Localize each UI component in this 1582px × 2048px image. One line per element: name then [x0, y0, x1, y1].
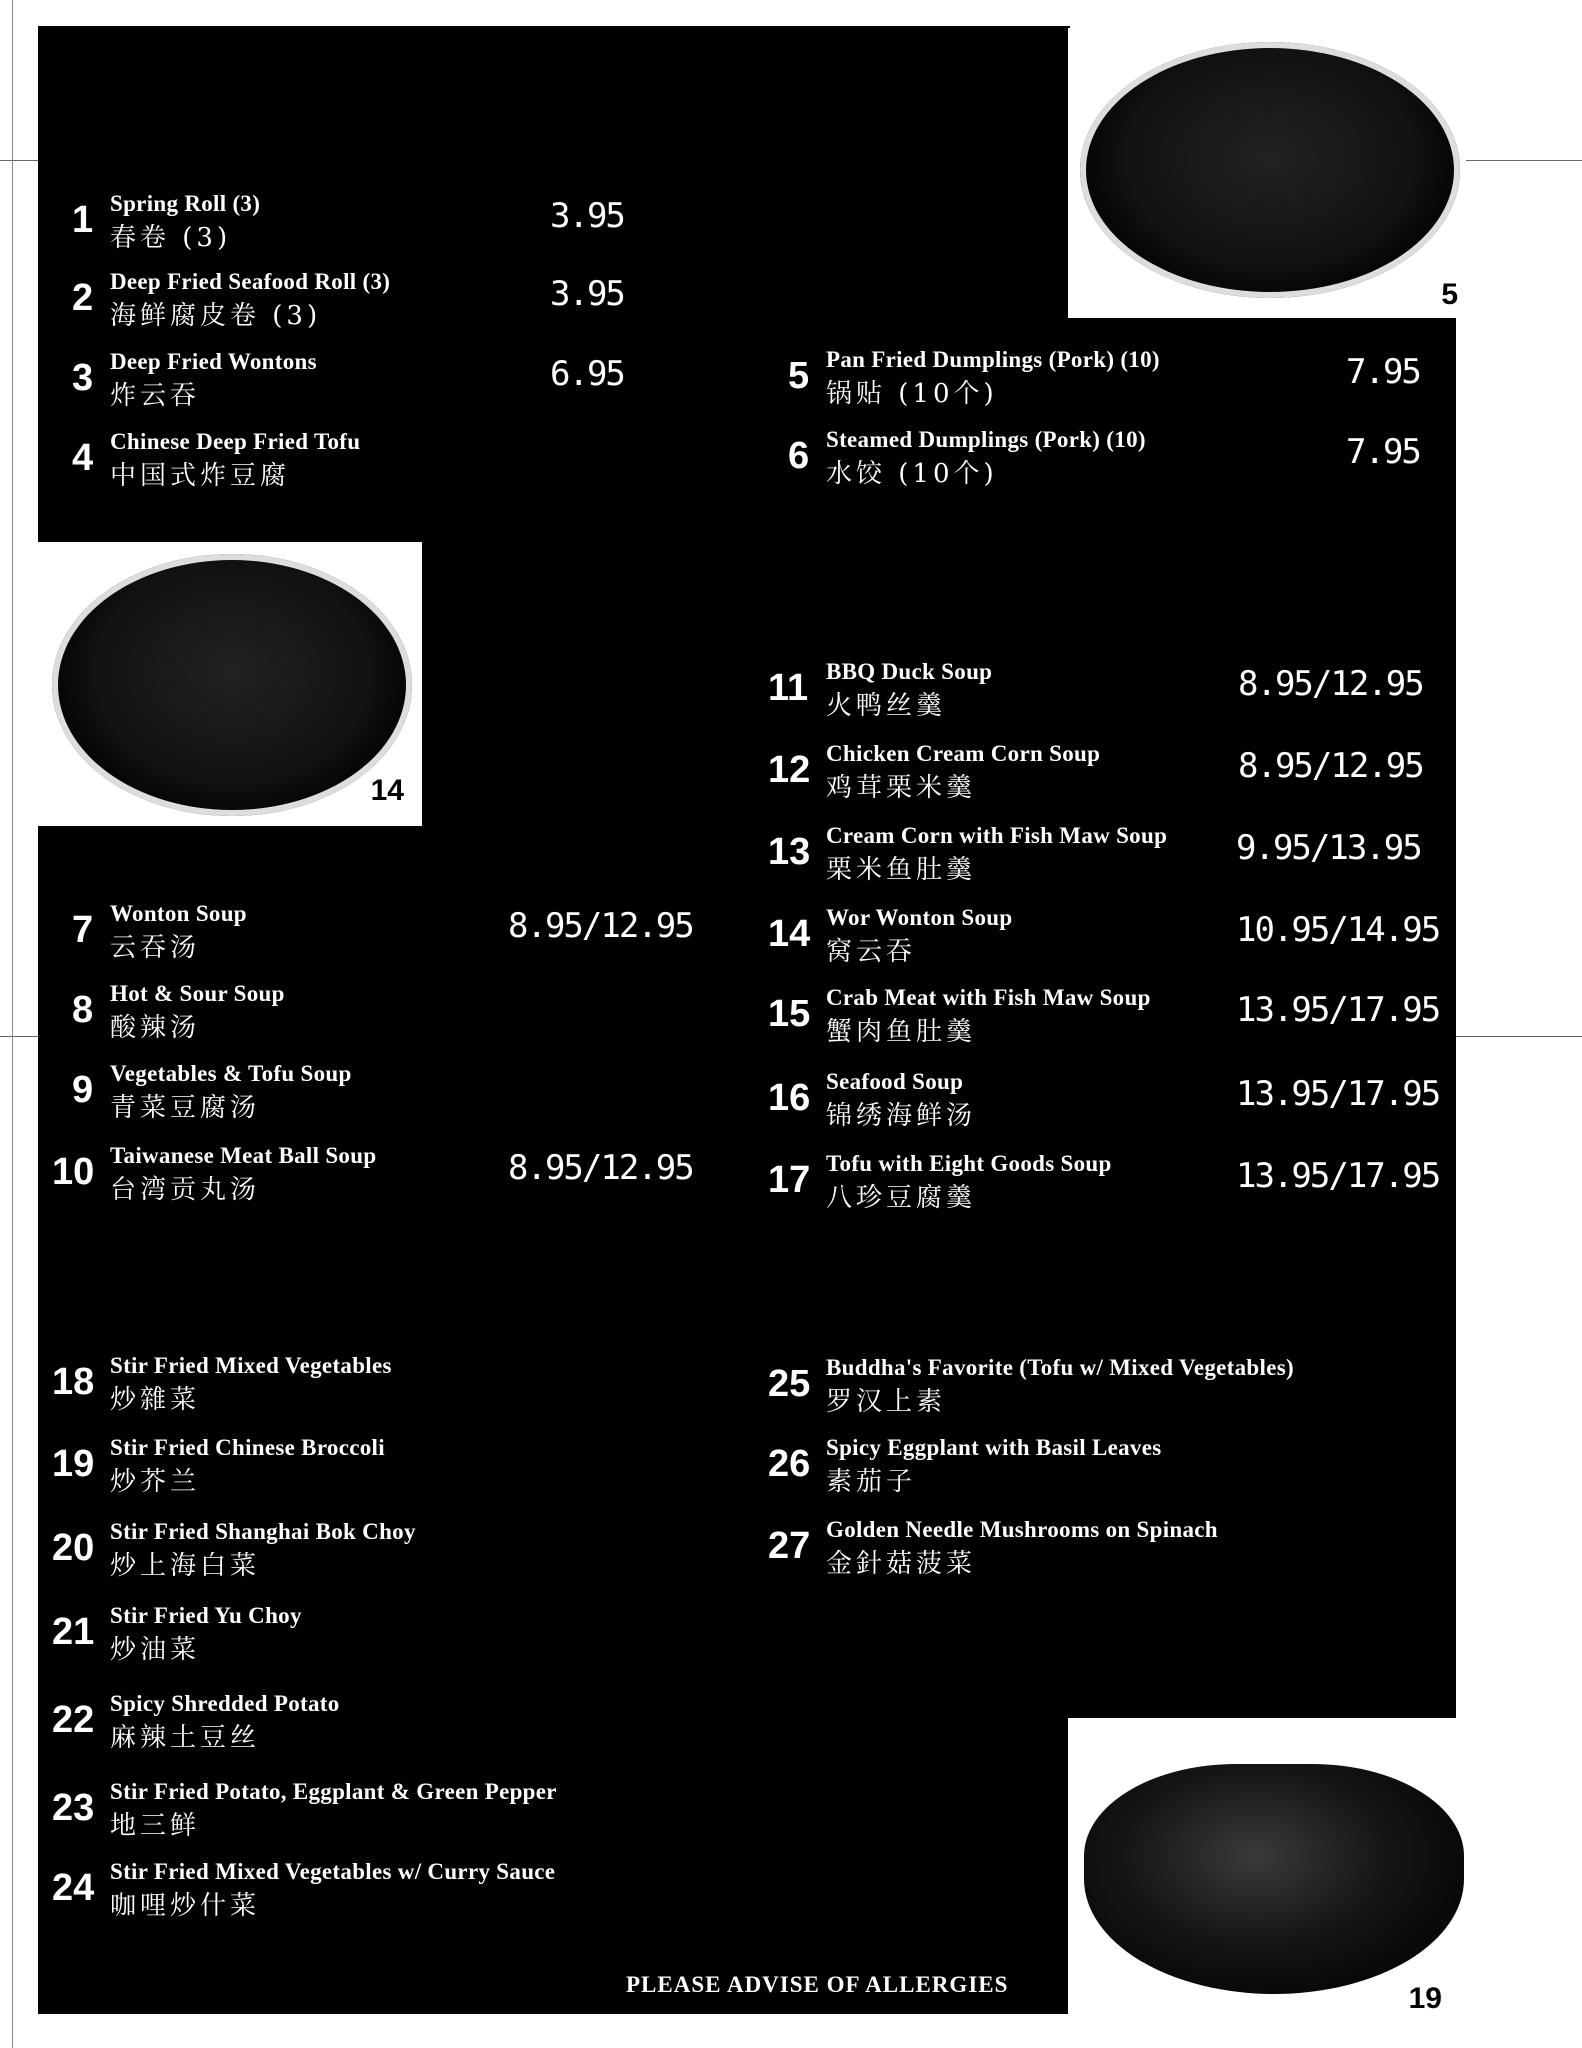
menu-item	[52, 1435, 692, 1502]
item-price: 3.95	[550, 196, 624, 236]
soup-photo	[38, 542, 422, 826]
item-number: 19	[52, 1443, 95, 1485]
item-name-english: Vegetables & Tofu Soup	[110, 1061, 352, 1086]
item-number: 10	[52, 1151, 95, 1193]
item-number: 3	[72, 357, 94, 399]
photo-number-14: 14	[370, 774, 404, 807]
item-name-chinese: 炒上海白菜	[110, 1551, 261, 1581]
item-name-english: Spring Roll (3)	[110, 191, 261, 216]
item-name-chinese: 地三鲜	[110, 1811, 201, 1841]
broccoli-photo	[1068, 1718, 1466, 2018]
menu-item	[768, 985, 1440, 1052]
item-number: 24	[52, 1867, 95, 1909]
item-number: 25	[768, 1363, 811, 1405]
menu-item	[72, 1061, 672, 1128]
menu-item	[52, 1519, 692, 1586]
item-name-english: Crab Meat with Fish Maw Soup	[826, 985, 1151, 1010]
item-price: 6.95	[550, 354, 624, 394]
item-name-english: Wonton Soup	[110, 901, 247, 926]
menu-item	[788, 347, 1420, 414]
item-name-chinese: 水饺 (10个)	[826, 459, 998, 489]
item-name-english: Pan Fried Dumplings (Pork) (10)	[826, 347, 1160, 372]
item-name-chinese: 栗米鱼肚羹	[826, 855, 977, 885]
menu-item	[52, 1143, 693, 1210]
item-name-english: Stir Fried Mixed Vegetables w/ Curry Sauce	[110, 1859, 556, 1884]
item-number: 20	[52, 1527, 95, 1569]
item-number: 2	[72, 277, 94, 319]
item-number: 8	[72, 989, 94, 1031]
item-name-english: Deep Fried Seafood Roll (3)	[110, 269, 391, 294]
item-name-english: Taiwanese Meat Ball Soup	[110, 1143, 377, 1168]
item-number: 5	[788, 355, 810, 397]
item-price: 10.95/14.95	[1236, 910, 1440, 950]
item-number: 26	[768, 1443, 811, 1485]
item-name-english: Golden Needle Mushrooms on Spinach	[826, 1517, 1218, 1542]
item-name-chinese: 炒雜菜	[110, 1385, 201, 1415]
menu-item	[768, 1069, 1440, 1136]
item-number: 11	[768, 667, 809, 709]
item-number: 16	[768, 1077, 811, 1119]
item-name-english: Steamed Dumplings (Pork) (10)	[826, 427, 1146, 452]
item-number: 15	[768, 993, 811, 1035]
item-name-english: Seafood Soup	[826, 1069, 964, 1094]
menu-item	[72, 901, 693, 968]
item-name-chinese: 麻辣土豆丝	[110, 1723, 261, 1753]
menu-item	[72, 191, 632, 258]
item-name-chinese: 春卷 (3)	[110, 223, 232, 253]
item-name-chinese: 窝云吞	[826, 937, 917, 967]
item-name-chinese: 炸云吞	[110, 381, 201, 411]
item-price: 7.95	[1346, 432, 1420, 472]
item-name-chinese: 火鸭丝羹	[826, 691, 947, 721]
item-number: 18	[52, 1361, 95, 1403]
item-name-english: Buddha's Favorite (Tofu w/ Mixed Vegetables)	[826, 1355, 1294, 1380]
item-name-chinese: 咖哩炒什菜	[110, 1891, 261, 1921]
item-name-english: Cream Corn with Fish Maw Soup	[826, 823, 1168, 848]
item-name-chinese: 素茄子	[826, 1467, 917, 1497]
photo-number-5: 5	[1441, 278, 1458, 311]
item-number: 12	[768, 749, 811, 791]
item-number: 13	[768, 831, 811, 873]
menu-item	[768, 741, 1428, 808]
item-number: 27	[768, 1525, 811, 1567]
menu-item	[768, 905, 1440, 972]
item-name-chinese: 蟹肉鱼肚羹	[826, 1017, 977, 1047]
item-name-chinese: 海鲜腐皮卷 (3)	[110, 301, 322, 331]
dumplings-photo	[1068, 28, 1466, 318]
item-name-chinese: 八珍豆腐羹	[826, 1183, 977, 1213]
item-price: 13.95/17.95	[1236, 1074, 1440, 1114]
menu-item	[768, 823, 1428, 890]
item-name-english: Spicy Shredded Potato	[110, 1691, 340, 1716]
menu-item	[52, 1353, 692, 1420]
item-name-english: Tofu with Eight Goods Soup	[826, 1151, 1112, 1176]
item-price: 13.95/17.95	[1236, 990, 1440, 1030]
item-name-english: Spicy Eggplant with Basil Leaves	[826, 1435, 1162, 1460]
menu-item	[72, 269, 632, 336]
item-name-chinese: 罗汉上素	[826, 1387, 947, 1417]
photo-number-19: 19	[1408, 1982, 1442, 2015]
item-name-chinese: 青菜豆腐汤	[110, 1093, 261, 1123]
item-number: 21	[52, 1611, 95, 1653]
item-price: 8.95/12.95	[1238, 664, 1423, 704]
item-name-chinese: 台湾贡丸汤	[110, 1175, 261, 1205]
menu-item	[768, 1355, 1448, 1422]
menu-item	[768, 1151, 1440, 1218]
item-name-chinese: 锅贴 (10个)	[826, 379, 998, 409]
item-number: 4	[72, 437, 94, 479]
item-name-english: Stir Fried Shanghai Bok Choy	[110, 1519, 416, 1544]
menu-item	[52, 1859, 692, 1926]
item-number: 14	[768, 913, 811, 955]
item-name-english: Stir Fried Chinese Broccoli	[110, 1435, 385, 1460]
menu-item	[72, 981, 672, 1048]
item-name-english: Deep Fried Wontons	[110, 349, 317, 374]
item-number: 17	[768, 1159, 811, 1201]
item-name-english: Stir Fried Mixed Vegetables	[110, 1353, 392, 1378]
item-number: 22	[52, 1699, 95, 1741]
item-name-chinese: 云吞汤	[110, 933, 201, 963]
item-name-chinese: 锦绣海鲜汤	[826, 1101, 977, 1131]
item-name-english: Chicken Cream Corn Soup	[826, 741, 1101, 766]
item-price: 7.95	[1346, 352, 1420, 392]
menu-item	[768, 659, 1428, 726]
item-name-chinese: 酸辣汤	[110, 1013, 201, 1043]
menu-item	[52, 1779, 692, 1846]
item-name-english: Chinese Deep Fried Tofu	[110, 429, 361, 454]
item-number: 6	[788, 435, 810, 477]
item-name-english: Wor Wonton Soup	[826, 905, 1013, 930]
item-name-english: BBQ Duck Soup	[826, 659, 993, 684]
menu-item	[768, 1435, 1448, 1502]
menu-item	[768, 1517, 1448, 1584]
item-number: 1	[72, 199, 94, 241]
menu-item	[72, 429, 632, 496]
item-name-chinese: 鸡茸栗米羹	[826, 773, 977, 803]
item-number: 7	[72, 909, 94, 951]
item-number: 9	[72, 1069, 94, 1111]
item-name-english: Stir Fried Potato, Eggplant & Green Pepper	[110, 1779, 557, 1804]
item-name-english: Hot & Sour Soup	[110, 981, 285, 1006]
item-name-english: Stir Fried Yu Choy	[110, 1603, 302, 1628]
menu-item	[52, 1603, 692, 1670]
item-price: 13.95/17.95	[1236, 1156, 1440, 1196]
item-name-chinese: 炒油菜	[110, 1635, 201, 1665]
allergy-notice: PLEASE ADVISE OF ALLERGIES	[626, 1972, 1009, 1997]
item-price: 3.95	[550, 274, 624, 314]
item-price: 9.95/13.95	[1236, 828, 1421, 868]
item-number: 23	[52, 1787, 95, 1829]
scan-line-left	[12, 0, 13, 2048]
menu-item	[72, 349, 632, 416]
item-name-chinese: 中国式炸豆腐	[110, 461, 291, 491]
item-price: 8.95/12.95	[1238, 746, 1423, 786]
item-price: 8.95/12.95	[508, 906, 693, 946]
item-price: 8.95/12.95	[508, 1148, 693, 1188]
item-name-chinese: 金針菇菠菜	[826, 1549, 977, 1579]
item-name-chinese: 炒芥兰	[110, 1467, 201, 1497]
menu-item	[788, 427, 1420, 494]
menu-item	[52, 1691, 692, 1758]
